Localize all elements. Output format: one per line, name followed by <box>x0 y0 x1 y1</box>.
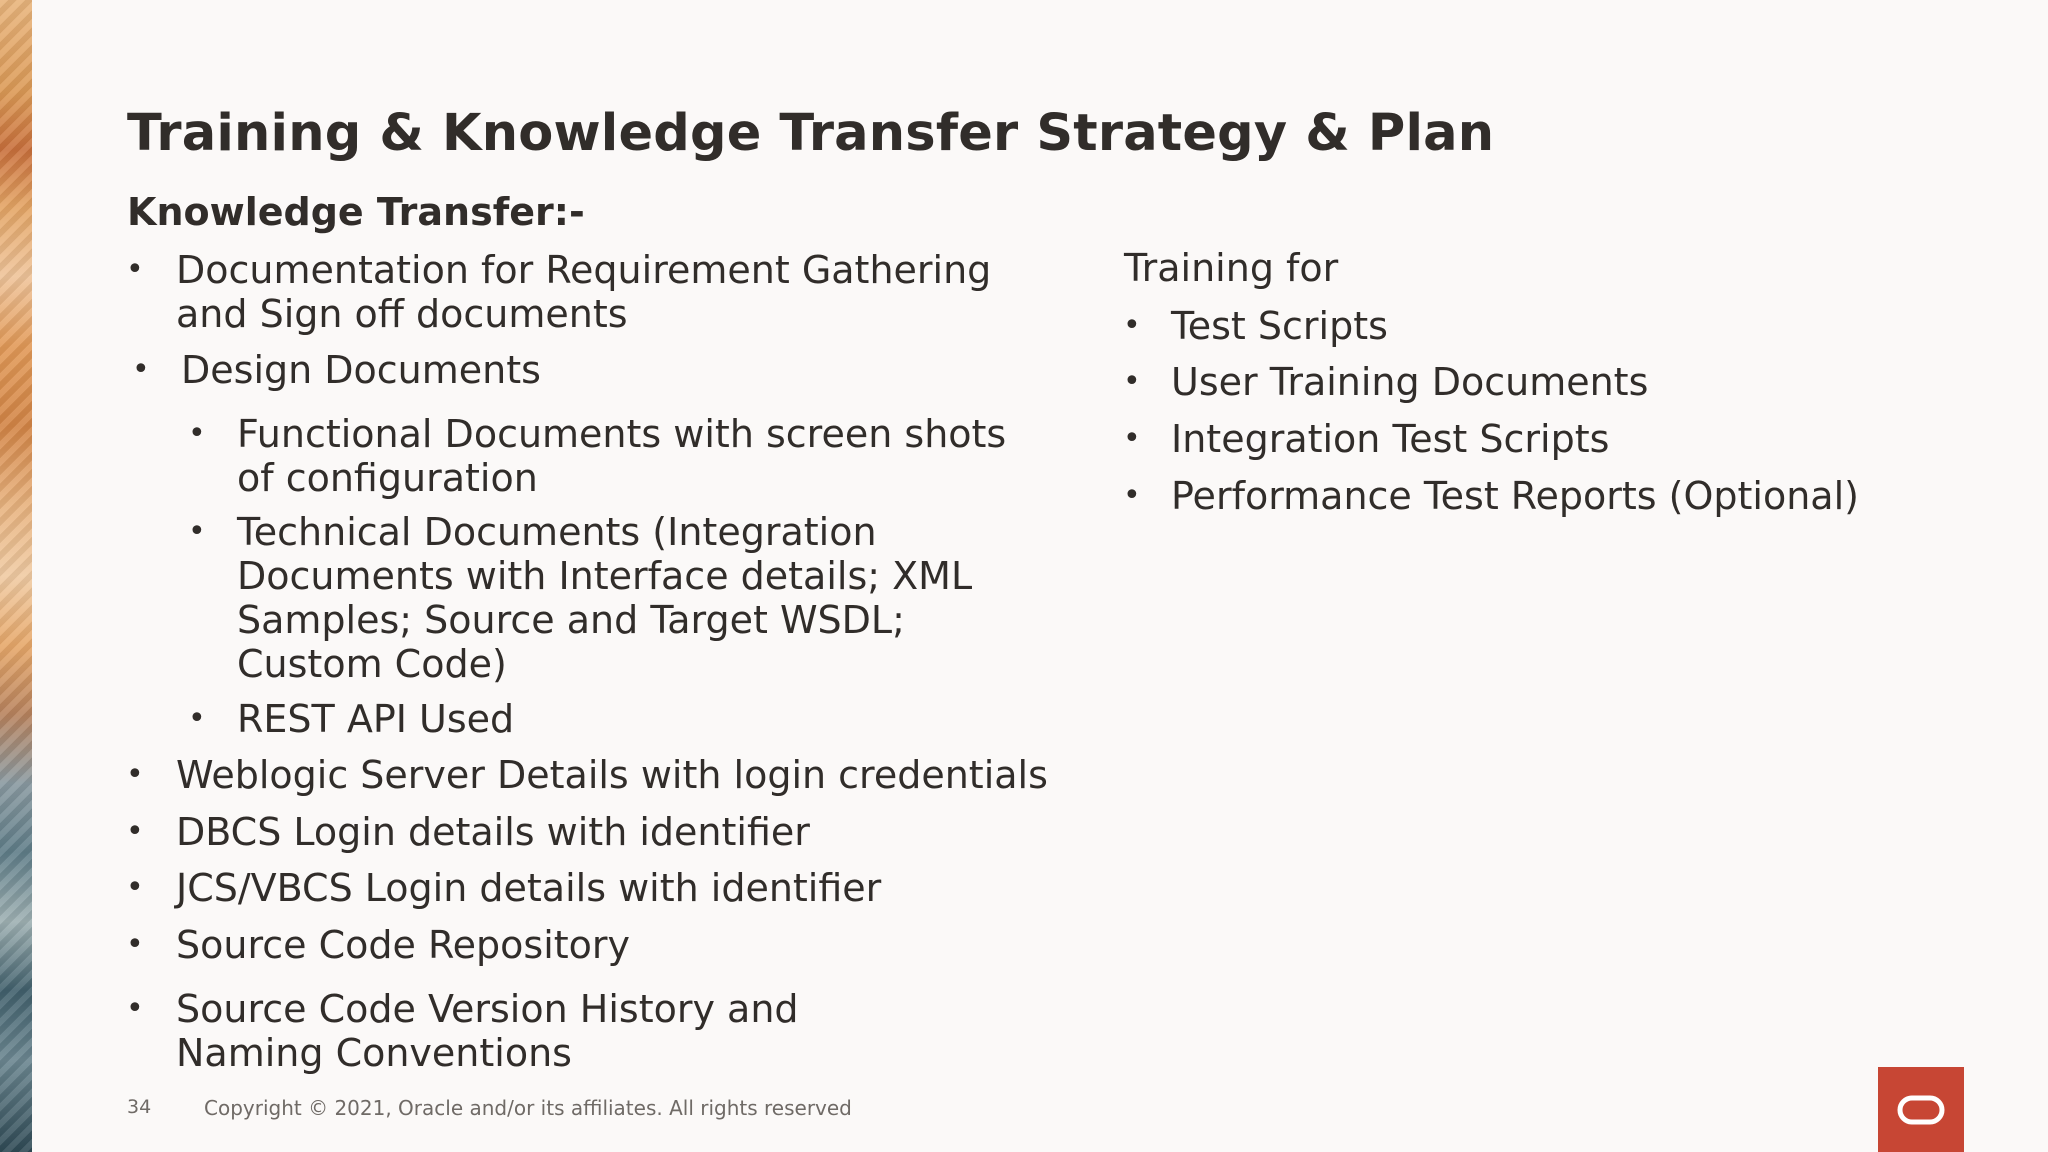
page-number: 34 <box>127 1096 152 1118</box>
list-item-text: Weblogic Server Details with login credentials <box>176 753 1048 797</box>
slide-title: Training & Knowledge Transfer Strategy & Plan <box>127 104 1495 163</box>
bullet-icon: • <box>126 814 144 849</box>
bullet-icon: • <box>126 991 144 1026</box>
sub-list-item-text: Technical Documents (Integration Documents with Interface details; XML Samples; Source and Target WSDL; Custom Code) <box>237 510 973 686</box>
knowledge-transfer-heading: Knowledge Transfer:- <box>127 190 585 234</box>
list-item-text: JCS/VBCS Login details with identifier <box>176 866 882 910</box>
oracle-logo-mark <box>1897 1095 1945 1125</box>
bullet-icon: • <box>188 416 206 451</box>
bullet-icon: • <box>1123 478 1141 513</box>
copyright-text: Copyright © 2021, Oracle and/or its affiliates. All rights reserved <box>204 1096 852 1120</box>
bullet-icon: • <box>188 514 206 549</box>
bullet-icon: • <box>126 870 144 905</box>
list-item-text: Source Code Repository <box>176 923 631 967</box>
sub-list-item-text: Functional Documents with screen shots of configuration <box>237 412 1007 500</box>
training-item-text: Test Scripts <box>1171 304 1388 348</box>
bullet-icon: • <box>1123 421 1141 456</box>
training-item-text: Performance Test Reports (Optional) <box>1171 474 1859 518</box>
bullet-icon: • <box>188 701 206 736</box>
bullet-icon: • <box>1123 308 1141 343</box>
training-item-text: Integration Test Scripts <box>1171 417 1610 461</box>
bullet-icon: • <box>1123 364 1141 399</box>
decorative-side-strip <box>0 0 32 1152</box>
list-item-text: Design Documents <box>181 348 541 392</box>
bullet-icon: • <box>126 927 144 962</box>
sub-list-item-text: REST API Used <box>237 697 515 741</box>
bullet-icon: • <box>126 757 144 792</box>
training-item-text: User Training Documents <box>1171 360 1649 404</box>
training-heading: Training for <box>1124 246 1339 290</box>
oracle-logo-icon <box>1878 1067 1964 1152</box>
bullet-icon: • <box>126 252 144 287</box>
bullet-icon: • <box>132 352 150 387</box>
list-item-text: DBCS Login details with identifier <box>176 810 810 854</box>
list-item-text: Documentation for Requirement Gathering and Sign off documents <box>176 248 992 336</box>
list-item-text: Source Code Version History and Naming Conventions <box>176 987 799 1075</box>
